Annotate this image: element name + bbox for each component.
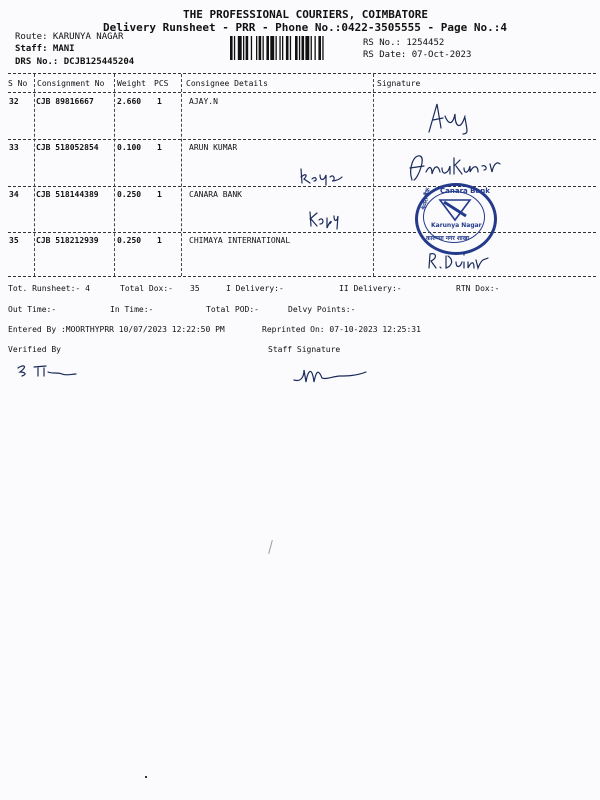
header-bottom-rule xyxy=(8,92,596,93)
barcode xyxy=(230,36,356,60)
row-weight: 0.100 xyxy=(117,143,142,152)
table-bottom-rule xyxy=(8,276,596,277)
col-signature-header: Signature xyxy=(377,79,421,88)
bank-stamp xyxy=(415,183,497,255)
column-divider xyxy=(181,74,182,276)
row-sno: 32 xyxy=(9,97,19,106)
row-consignee: AJAY.N xyxy=(189,97,218,106)
rtn-dox: RTN Dox:- xyxy=(456,284,500,293)
ii-delivery: II Delivery:- xyxy=(339,284,402,293)
verified-by-label: Verified By xyxy=(8,345,61,354)
rs-number: RS No.: 1254452 xyxy=(363,38,445,48)
row-consignee: CANARA BANK xyxy=(189,190,242,199)
row-weight: 2.660 xyxy=(117,97,142,106)
row-weight: 0.250 xyxy=(117,190,142,199)
row-pcs: 1 xyxy=(157,97,162,106)
scan-speck xyxy=(145,776,147,778)
scan-mark xyxy=(268,540,273,554)
col-consignee-header: Consignee Details xyxy=(186,79,268,88)
staff: Staff: MANI xyxy=(15,44,75,54)
row-pcs: 1 xyxy=(157,190,162,199)
row-sno: 35 xyxy=(9,236,19,245)
row-rule xyxy=(8,232,596,233)
row-sno: 33 xyxy=(9,143,19,152)
row-pcs: 1 xyxy=(157,236,162,245)
staff-signature-label: Staff Signature xyxy=(268,345,341,354)
delivery-points: Delvy Points:- xyxy=(288,305,356,314)
in-time: In Time:- xyxy=(110,305,154,314)
row-consignment: CJB 518144389 xyxy=(36,190,99,199)
stamp-bottom-text: कारुण्या नगर शाखा xyxy=(426,235,470,242)
runsheet-subtitle: Delivery Runsheet - PRR - Phone No.:0422-3505555 - Page No.:4 xyxy=(103,21,507,34)
col-pcs-header: PCS xyxy=(154,79,169,88)
signature-verifier xyxy=(16,362,78,378)
row-rule xyxy=(8,139,596,140)
row-pcs: 1 xyxy=(157,143,162,152)
stamp-top-text: Canara Bank xyxy=(440,187,490,195)
rs-date: RS Date: 07-Oct-2023 xyxy=(363,50,472,60)
signature-kopy xyxy=(307,208,339,230)
row-sno: 34 xyxy=(9,190,19,199)
i-delivery: I Delivery:- xyxy=(226,284,284,293)
column-divider xyxy=(373,74,374,276)
col-sno-header: S No xyxy=(8,79,28,88)
column-divider xyxy=(34,74,35,276)
signature-staff xyxy=(290,360,370,386)
total-dox-label: Total Dox:- xyxy=(120,284,173,293)
row-consignee: ARUN KUMAR xyxy=(189,143,238,152)
stamp-middle-text: Karunya Nagar xyxy=(431,222,482,229)
bank-logo-icon xyxy=(438,198,472,222)
row-weight: 0.250 xyxy=(117,236,142,245)
out-time: Out Time:- xyxy=(8,305,57,314)
total-runsheet: Tot. Runsheet:- 4 xyxy=(8,284,90,293)
drs-number: DRS No.: DCJB125445204 xyxy=(15,57,135,67)
col-consignment-header: Consignment No xyxy=(37,79,105,88)
stamp-side-text: केनरा बैंक xyxy=(420,187,432,211)
total-pod: Total POD:- xyxy=(206,305,259,314)
row-consignment: CJB 518212939 xyxy=(36,236,99,245)
total-dox-value: 35 xyxy=(190,284,200,293)
reprinted-on: Reprinted On: 07-10-2023 12:25:31 xyxy=(262,325,421,334)
col-weight-header: Weight xyxy=(117,79,146,88)
table-top-rule xyxy=(8,73,596,74)
entered-by: Entered By :MOORTHYPRR 10/07/2023 12:22:50 PM xyxy=(8,325,225,334)
company-name: THE PROFESSIONAL COURIERS, COIMBATORE xyxy=(183,8,429,21)
signature-arun-kumar xyxy=(402,150,502,184)
route: Route: KARUNYA NAGAR xyxy=(15,32,124,42)
row-consignment: CJB 518052854 xyxy=(36,143,99,152)
signature-ajay xyxy=(425,98,475,136)
column-divider xyxy=(114,74,115,276)
row-consignment: CJB 89816667 xyxy=(36,97,94,106)
signature-bank xyxy=(426,250,492,270)
row-consignee: CHIMAYA INTERNATIONAL xyxy=(189,236,291,245)
signature-kenya xyxy=(298,165,346,187)
